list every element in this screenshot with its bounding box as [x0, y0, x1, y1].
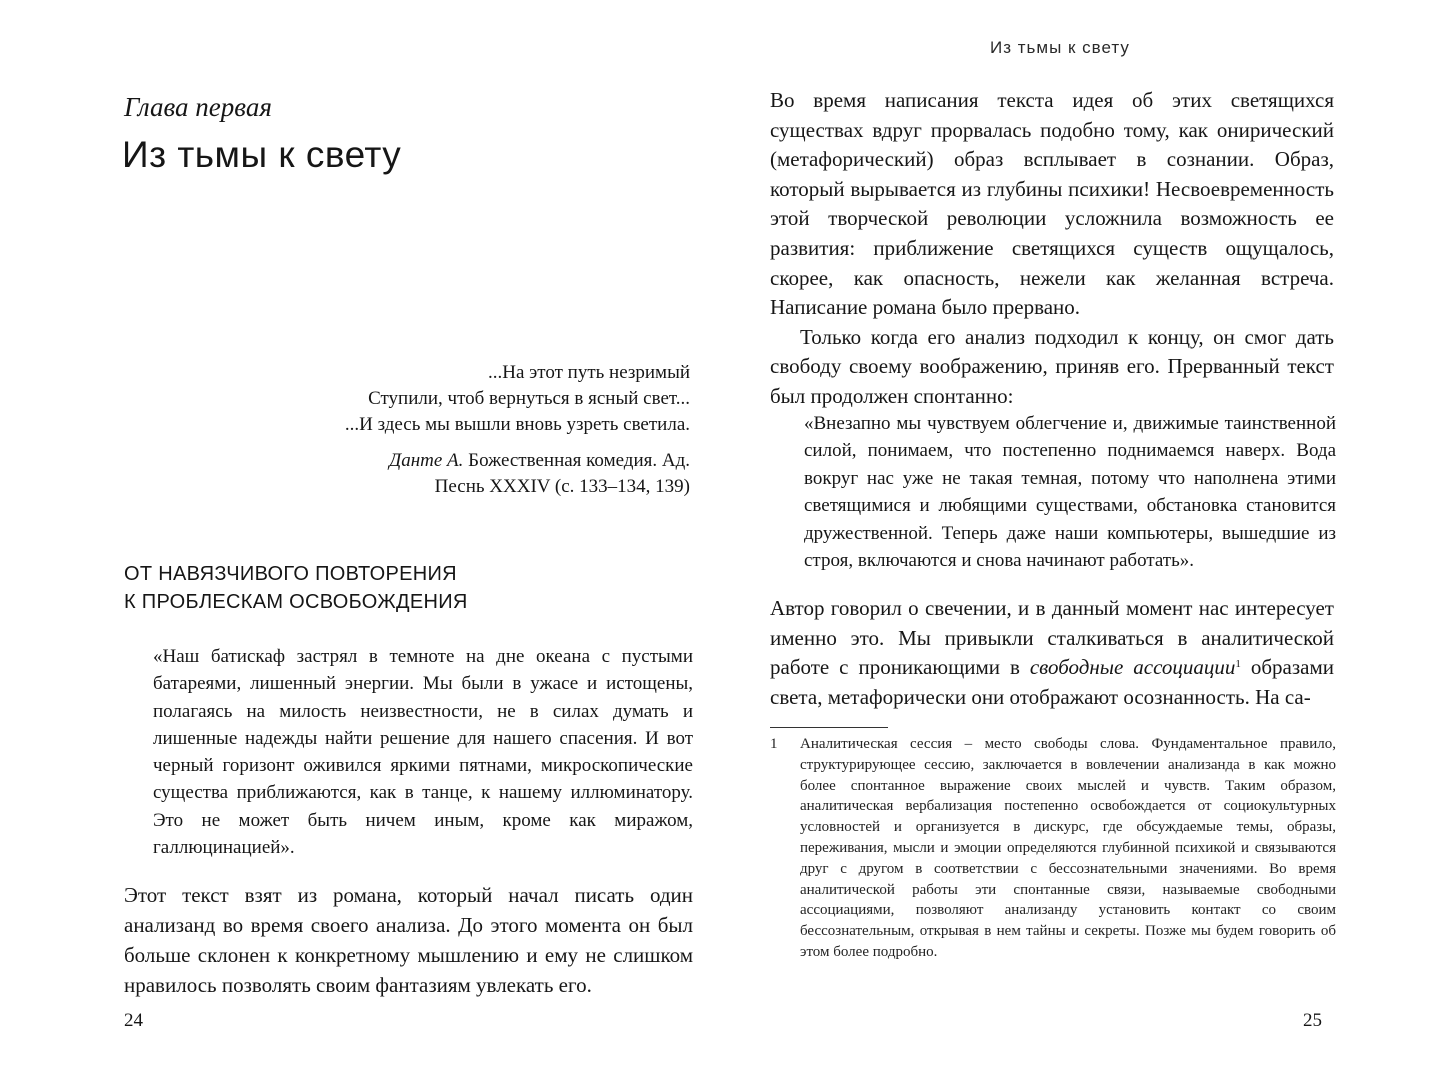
novel-quote-1: «Наш батискаф застрял в темноте на дне океана с пустыми батареями, лишенный энергии. Мы были в ужасе и истощены, полагаясь на милость неизвестности, не в силах думать и лишенные надежды найти решение для нашего спасения. И вот черный горизонт оживился яркими пятнами, микроскопические существа приближаются, как в танце, к нашему иллюминатору. Это не может быть ничем иным, кроме как миражом, галлюцинацией».: [153, 646, 693, 859]
novel-quote-2: «Внезапно мы чувствуем облегчение и, движимые таинственной силой, понимаем, что постепенно поднимаемся наверх. Вода вокруг нас уже не такая темная, потому что наполнена этими светящимися и любящими существами, обстановка становится дружественной. Теперь даже наши компьютеры, вышедшие из строя, включаются и снова начинают работать».: [804, 413, 1336, 572]
paragraph-text: Автор говорил о свечении, и в данный момент нас интересует именно это. Мы привыкли сталкиваться в аналитической работе с проникающими в: [770, 596, 1334, 680]
paragraph-text: образами света, метафорически они отображают осознанность. На са-: [770, 655, 1335, 709]
body-paragraph: [770, 594, 1334, 712]
term-free-associations: свободные ассоциации: [1029, 655, 1236, 680]
running-head: Из тьмы к свету: [990, 38, 1130, 57]
body-paragraph: Этот текст взят из романа, который начал писать один анализанд во время своего анализа. До этого момента он был больше склонен к конкретному мышлению и ему не слишком нравилось позволять своим фантазиям увлекать его.: [124, 883, 693, 997]
footnote-divider: [770, 727, 888, 728]
page-number: 24: [124, 1010, 143, 1031]
section-heading: [124, 560, 468, 616]
body-paragraph: Только когда его анализ подходил к концу, он смог дать свободу своему воображению, приняв его. Прерванный текст был продолжен спонтанно:: [770, 324, 1334, 408]
footnote-text: Аналитическая сессия – место свободы слова. Фундаментальное правило, структурирующее сессию, заключается в вовлечении анализанда в как можно более спонтанное выражение своих мыслей и чувств. Таким образом, аналитическая вербализация постепенно освобождается от социокультурных условностей и организуется в дискурс, где обсуждаемые темы, образы, переживания, мысли и эмоции определяются глубинной психикой и связываются друг с другом в соответствии с бессознательными значениями. Во время аналитической работы эти спонтанные связи, называемые свободными ассоциациями, позволяют анализанду установить контакт со своим бессознательным, открывая в нем тайны и секреты. Позже мы будем говорить об этом более подробно.: [800, 736, 1336, 960]
epigraph-line: ...И здесь мы вышли вновь узреть светила.: [344, 414, 690, 435]
epigraph-source: [345, 448, 690, 500]
epigraph-work: Божественная комедия. Ад.: [463, 450, 690, 471]
chapter-title: Из тьмы к свету: [122, 134, 402, 175]
epigraph-line: ...На этот путь незримый: [487, 362, 690, 383]
section-heading-line: ОТ НАВЯЗЧИВОГО ПОВТОРЕНИЯ: [124, 563, 457, 585]
footnote-ref: 1: [1235, 658, 1241, 671]
body-paragraph: Во время написания текста идея об этих светящихся существах вдруг прорвалась подобно тому, как онирический (метафорический) образ всплывает в сознании. Образ, который вырывается из глубины психики! Несвоевременность этой творческой революции усложнила возможность ее развития: приближение светящихся существ ощущалось, скорее, как опасность, нежели как желанная встреча. Написание романа было прервано.: [770, 88, 1334, 320]
footnote: [770, 734, 1336, 963]
epigraph-reference: Песнь XXXIV (с. 133–134, 139): [434, 476, 690, 497]
footnote-number: 1: [770, 736, 778, 752]
right-page: [722, 0, 1444, 1080]
section-heading-line: К ПРОБЛЕСКАМ ОСВОБОЖДЕНИЯ: [124, 591, 468, 613]
epigraph: [345, 360, 690, 500]
chapter-label: Глава первая: [124, 92, 272, 122]
page-number: 25: [1303, 1010, 1322, 1031]
epigraph-author: Данте А.: [389, 450, 464, 471]
body-text: [770, 86, 1334, 412]
epigraph-line: Ступили, чтоб вернуться в ясный свет...: [368, 388, 690, 409]
